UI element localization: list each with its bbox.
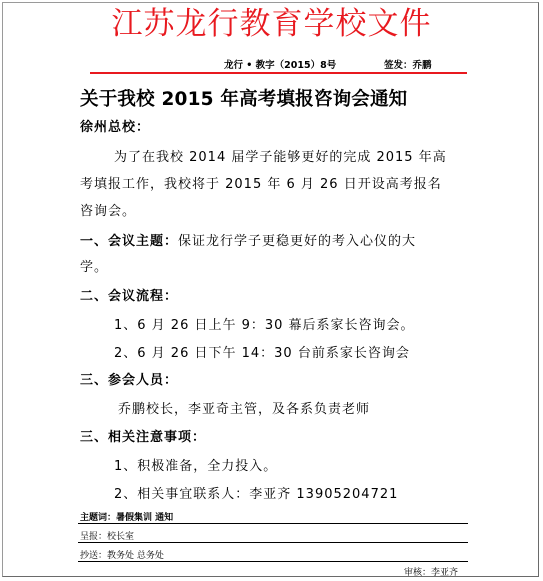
notes-heading: 三、相关注意事项：: [80, 430, 207, 445]
theme-text: 保证龙行学子更稳更好的考入心仪的大: [178, 234, 417, 249]
letterhead-title: 江苏龙行教育学校文件: [111, 6, 432, 42]
signer: 签发：乔鹏: [384, 60, 432, 71]
document-title: 关于我校 2015 年高考填报咨询会通知: [80, 89, 408, 110]
footer-divider-3: [78, 561, 468, 562]
document-number: 龙行 • 教字（2015）8号: [224, 60, 337, 71]
theme-text-continued: 学。: [80, 260, 109, 275]
process-item-1: 1、6 月 26 日上午 9：30 幕后系家长咨询会。: [114, 318, 415, 333]
notes-item-1: 1、积极准备，全力投入。: [114, 459, 278, 474]
footer-reviewer: 审核：李亚齐: [404, 568, 459, 578]
footer-divider-2: [78, 542, 468, 543]
footer-divider-1: [78, 523, 468, 524]
theme-row: [80, 230, 416, 249]
footer-send-to: 呈报：校长室: [80, 532, 135, 542]
footer-keywords: 主题词：暑假集训 通知: [80, 513, 174, 523]
process-heading: 二、会议流程：: [80, 289, 179, 304]
attendees-heading: 三、参会人员：: [80, 373, 179, 388]
salutation: 徐州总校：: [80, 120, 151, 135]
attendees-text: 乔鹏校长，李亚奇主管，及各系负责老师: [118, 402, 371, 417]
intro-line-3: 咨询会。: [80, 204, 137, 219]
intro-line-1: 为了在我校 2014 届学子能够更好的完成 2015 年高: [114, 150, 447, 165]
notes-item-2: 2、相关事宜联系人：李亚齐 13905204721: [114, 487, 399, 502]
process-item-2: 2、6 月 26 日下午 14：30 台前系家长咨询会: [114, 346, 410, 361]
intro-line-2: 考填报工作，我校将于 2015 年 6 月 26 日开设高考报名: [80, 177, 442, 192]
theme-heading: 一、会议主题：: [80, 234, 179, 249]
footer-copy-to: 抄送：教务处 总务处: [80, 551, 164, 561]
red-divider: [90, 72, 467, 74]
